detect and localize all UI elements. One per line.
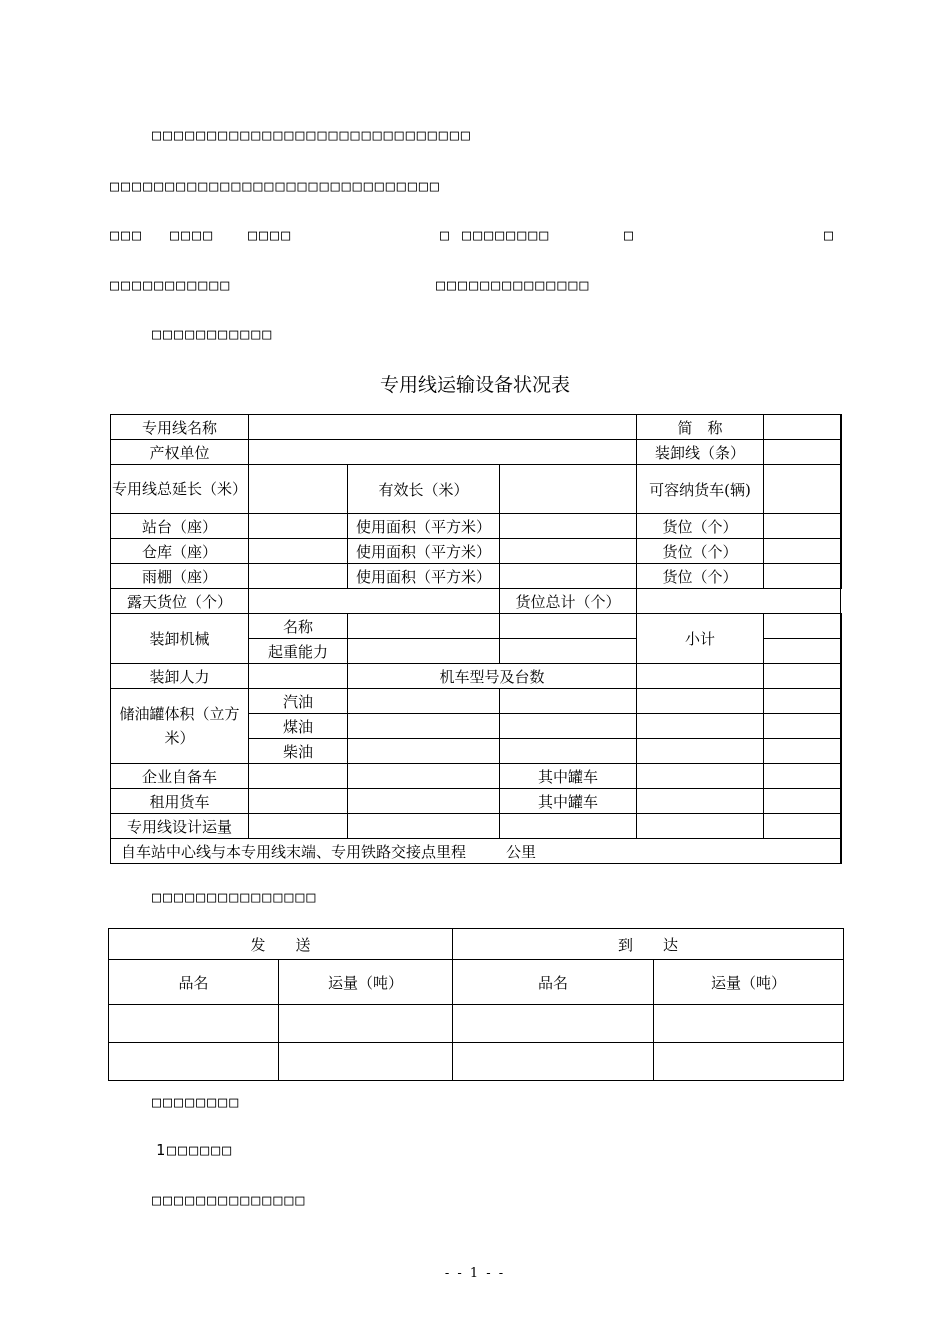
header-send-volume: 运量（吨） (279, 960, 453, 1005)
value-gasoline-4 (764, 689, 841, 714)
label-platform: 站台（座） (111, 514, 249, 539)
label-platform-area: 使用面积（平方米） (348, 514, 500, 539)
body-line-3b: □□□□ (170, 226, 215, 244)
value-own-wagons-1 (249, 764, 348, 789)
value-kerosene-3 (637, 714, 764, 739)
label-loading-lines: 装卸线（条） (637, 440, 764, 465)
value-kerosene-1 (348, 714, 500, 739)
value-loading-lines (764, 440, 841, 465)
value-effective-length (500, 465, 637, 514)
label-kerosene: 煤油 (249, 714, 348, 739)
body-line-4b: □□□□□□□□□□□□□□ (436, 276, 591, 294)
page-number: - - 1 - - (444, 1266, 506, 1281)
value-own-wagons-2 (348, 764, 500, 789)
value-kerosene-4 (764, 714, 841, 739)
label-subtotal: 小计 (637, 614, 764, 664)
label-manpower: 装卸人力 (111, 664, 249, 689)
value-locomotive-2 (764, 664, 841, 689)
value-shed-area (500, 564, 637, 589)
value-machinery-name-2 (500, 614, 637, 639)
value-design-volume-3 (500, 814, 637, 839)
value-warehouse-slots (764, 539, 841, 564)
table-cell (109, 1005, 279, 1043)
value-gasoline-1 (348, 689, 500, 714)
value-shed-slots (764, 564, 841, 589)
value-rented-wagons-1 (249, 789, 348, 814)
table-cell (279, 1005, 453, 1043)
label-diesel: 柴油 (249, 739, 348, 764)
value-subtotal-1 (764, 614, 841, 639)
label-own-wagons: 企业自备车 (111, 764, 249, 789)
header-arrive-product: 品名 (453, 960, 654, 1005)
label-lifting-capacity: 起重能力 (249, 639, 348, 664)
label-shed-slots: 货位（个） (637, 564, 764, 589)
label-warehouse-slots: 货位（个） (637, 539, 764, 564)
value-machinery-name-1 (348, 614, 500, 639)
mileage-label: 自车站中心线与本专用线末端、专用铁路交接点里程 (121, 842, 467, 861)
value-own-tank-cars-2 (764, 764, 841, 789)
value-design-volume-5 (764, 814, 841, 839)
mileage-unit: 公里 (506, 842, 537, 861)
body-line-9: □□□□□□□□□□□□□□ (152, 1191, 307, 1209)
volume-table (108, 928, 844, 1081)
value-short-name (764, 415, 841, 440)
label-wagon-capacity: 可容纳货车(辆) (637, 465, 764, 514)
body-line-6: □□□□□□□□□□□□□□□ (152, 888, 318, 906)
body-line-3f: □ (824, 226, 836, 244)
value-line-name (249, 415, 637, 440)
label-slots-total: 货位总计（个） (500, 589, 637, 614)
label-total-length: 专用线总延长（米） (111, 465, 249, 514)
value-diesel-4 (764, 739, 841, 764)
label-short-name: 简 称 (637, 415, 764, 440)
value-open-slots (249, 589, 500, 614)
value-design-volume-4 (637, 814, 764, 839)
value-platform-area (500, 514, 637, 539)
label-platform-slots: 货位（个） (637, 514, 764, 539)
value-design-volume-2 (348, 814, 500, 839)
label-own-tank-cars: 其中罐车 (500, 764, 637, 789)
label-rented-tank-cars: 其中罐车 (500, 789, 637, 814)
label-effective-length: 有效长（米） (348, 465, 500, 514)
body-line-7: □□□□□□□□ (152, 1093, 241, 1111)
value-rented-tank-cars-1 (637, 789, 764, 814)
body-line-1: □□□□□□□□□□□□□□□□□□□□□□□□□□□□□ (152, 126, 472, 144)
table-cell (109, 1043, 279, 1081)
value-subtotal-2 (764, 639, 841, 664)
value-lifting-2 (500, 639, 637, 664)
value-owner (249, 440, 637, 465)
value-platform (249, 514, 348, 539)
label-rented-wagons: 租用货车 (111, 789, 249, 814)
label-machinery: 装卸机械 (111, 614, 249, 664)
body-line-4a: □□□□□□□□□□□ (110, 276, 232, 294)
value-lifting-1 (348, 639, 500, 664)
value-manpower (249, 664, 348, 689)
table-cell (279, 1043, 453, 1081)
body-line-3c: □□□□ (248, 226, 293, 244)
table-cell (453, 1043, 654, 1081)
value-rented-wagons-2 (348, 789, 500, 814)
label-line-name: 专用线名称 (111, 415, 249, 440)
value-kerosene-2 (500, 714, 637, 739)
label-open-slots: 露天货位（个） (111, 589, 249, 614)
label-locomotive: 机车型号及台数 (348, 664, 637, 689)
label-design-volume: 专用线设计运量 (111, 814, 249, 839)
header-send-product: 品名 (109, 960, 279, 1005)
value-gasoline-3 (637, 689, 764, 714)
value-locomotive-1 (637, 664, 764, 689)
value-design-volume-1 (249, 814, 348, 839)
value-slots-total (637, 589, 841, 614)
header-send: 发 送 (109, 929, 453, 960)
body-line-3e: □ (624, 226, 636, 244)
value-diesel-2 (500, 739, 637, 764)
body-line-3d: □ □□□□□□□□ (440, 226, 551, 244)
label-gasoline: 汽油 (249, 689, 348, 714)
label-warehouse: 仓库（座） (111, 539, 249, 564)
body-line-8: 1□□□□□□ (156, 1141, 234, 1159)
value-warehouse (249, 539, 348, 564)
value-own-tank-cars-1 (637, 764, 764, 789)
equipment-table (110, 414, 842, 864)
label-machinery-name: 名称 (249, 614, 348, 639)
body-line-2: □□□□□□□□□□□□□□□□□□□□□□□□□□□□□□ (110, 177, 441, 195)
label-shed-area: 使用面积（平方米） (348, 564, 500, 589)
value-shed (249, 564, 348, 589)
mileage-row (111, 839, 841, 864)
value-gasoline-2 (500, 689, 637, 714)
table-cell (453, 1005, 654, 1043)
value-wagon-capacity (764, 465, 841, 514)
body-line-5: □□□□□□□□□□□ (152, 325, 274, 343)
equipment-table-title: 专用线运输设备状况表 (379, 374, 570, 396)
header-arrive: 到 达 (453, 929, 844, 960)
value-platform-slots (764, 514, 841, 539)
header-arrive-volume: 运量（吨） (654, 960, 844, 1005)
label-shed: 雨棚（座） (111, 564, 249, 589)
value-diesel-3 (637, 739, 764, 764)
table-cell (654, 1005, 844, 1043)
table-cell (654, 1043, 844, 1081)
body-line-3a: □□□ (110, 226, 144, 244)
value-total-length (249, 465, 348, 514)
value-rented-tank-cars-2 (764, 789, 841, 814)
label-warehouse-area: 使用面积（平方米） (348, 539, 500, 564)
label-owner: 产权单位 (111, 440, 249, 465)
value-diesel-1 (348, 739, 500, 764)
value-warehouse-area (500, 539, 637, 564)
label-tank-volume: 储油罐体积（立方米） (111, 689, 249, 764)
